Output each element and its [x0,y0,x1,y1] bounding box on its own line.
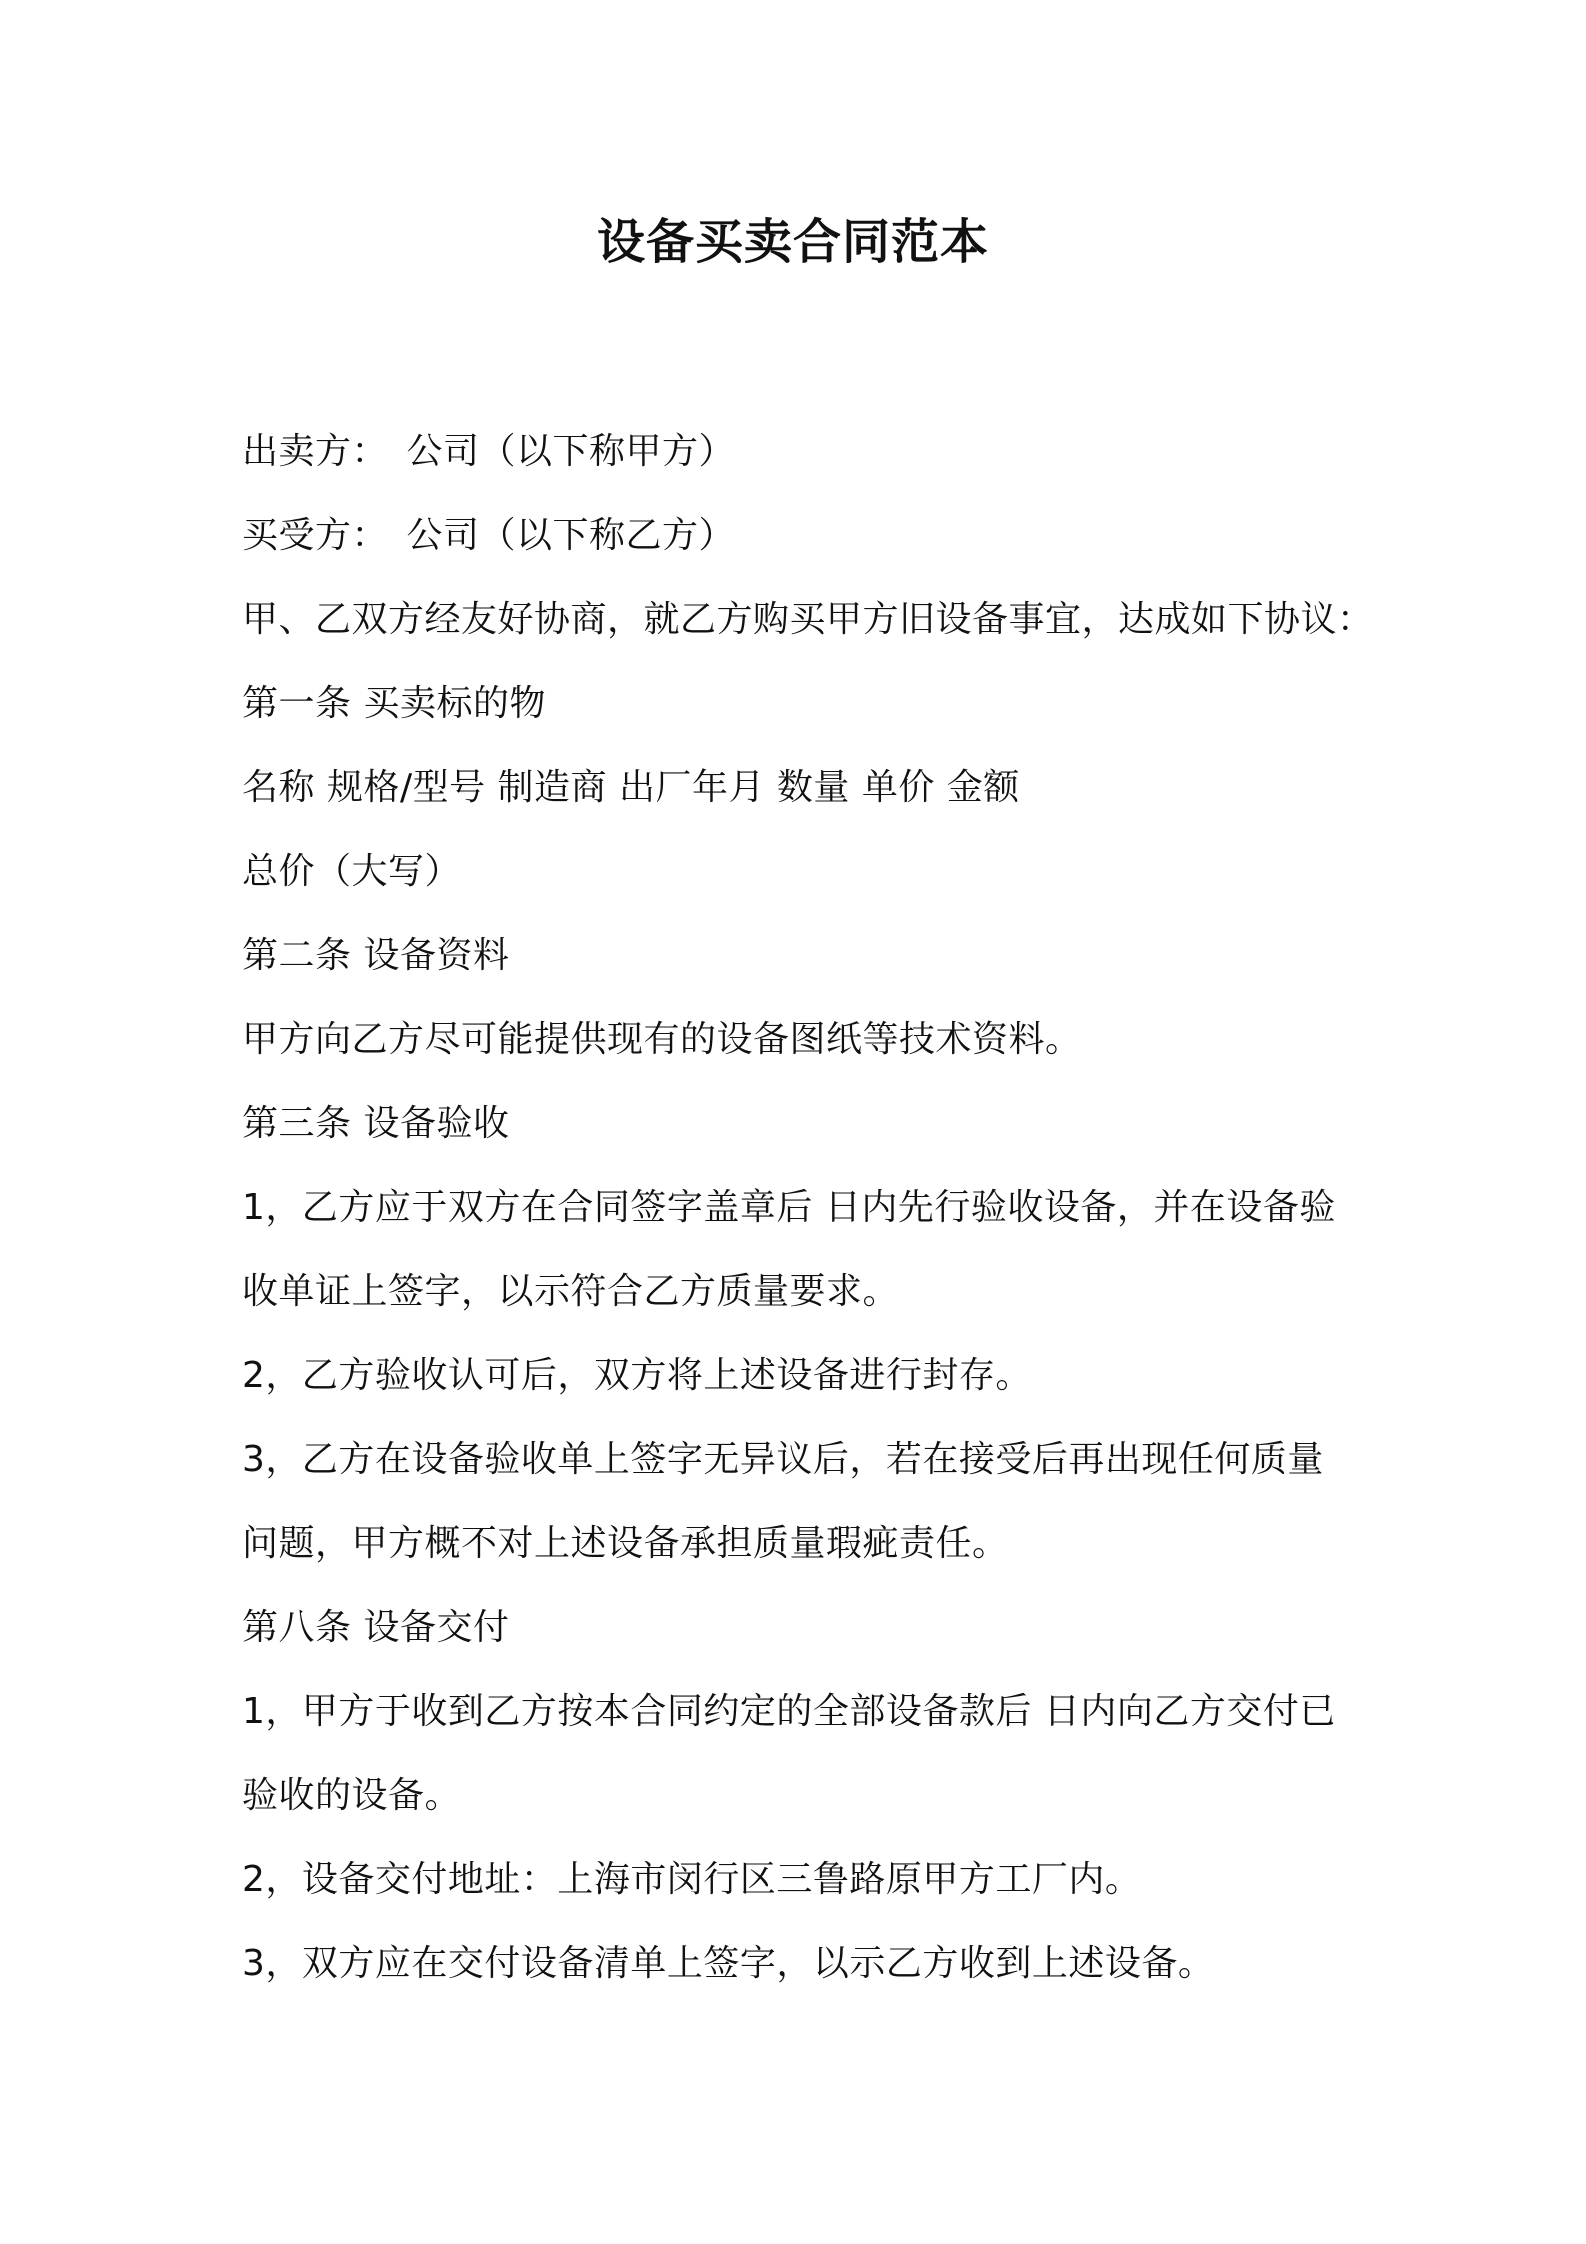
article-2-text: 甲方向乙方尽可能提供现有的设备图纸等技术资料。 [242,1019,1082,1060]
document-title: 设备买卖合同范本 [596,214,989,270]
article-2-heading: 第二条 设备资料 [242,935,510,976]
article-8-clause-1-line-1: 1，甲方于收到乙方按本合同约定的全部设备款后 日内向乙方交付已 [242,1691,1336,1732]
article-3-clause-2: 2，乙方验收认可后，双方将上述设备进行封存。 [242,1355,1032,1396]
seller-line: 出卖方： 公司（以下称甲方） [242,431,736,472]
total-price-line: 总价（大写） [242,851,462,892]
article-3-clause-3-line-1: 3，乙方在设备验收单上签字无异议后，若在接受后再出现任何质量 [242,1439,1324,1480]
article-3-clause-1-line-1: 1，乙方应于双方在合同签字盖章后 日内先行验收设备，并在设备验 [242,1187,1336,1228]
preamble-line: 甲、乙双方经友好协商，就乙方购买甲方旧设备事宜，达成如下协议： [242,599,1374,640]
article-8-clause-2: 2，设备交付地址：上海市闵行区三鲁路原甲方工厂内。 [242,1859,1142,1900]
document-body [242,410,1374,2006]
article-8-clause-3: 3，双方应在交付设备清单上签字，以示乙方收到上述设备。 [242,1943,1215,1984]
article-3-clause-1-line-2: 收单证上签字，以示符合乙方质量要求。 [242,1271,900,1312]
buyer-line: 买受方： 公司（以下称乙方） [242,515,736,556]
article-3-clause-3-line-2: 问题，甲方概不对上述设备承担质量瑕疵责任。 [242,1523,1009,1564]
item-columns-line: 名称 规格/型号 制造商 出厂年月 数量 单价 金额 [242,767,1020,808]
article-8-heading: 第八条 设备交付 [242,1607,510,1648]
article-3-heading: 第三条 设备验收 [242,1103,510,1144]
article-8-clause-1-line-2: 验收的设备。 [242,1775,462,1816]
article-1-heading: 第一条 买卖标的物 [242,683,546,724]
